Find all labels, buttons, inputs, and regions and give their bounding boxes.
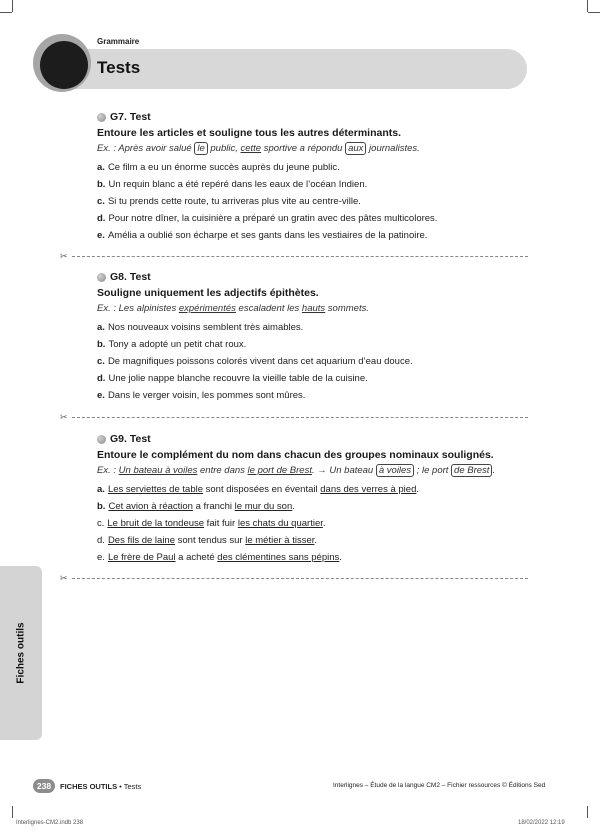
list-item xyxy=(97,515,507,532)
example-text: Ex. : Après avoir salué xyxy=(97,143,195,154)
exercise-code: G7. Test xyxy=(110,111,151,123)
item-text: . xyxy=(339,552,342,563)
side-tab xyxy=(0,566,42,740)
item-text: Nos nouveaux voisins semblent très aimables. xyxy=(107,322,304,333)
underlined-group: Des fils de laine xyxy=(107,535,175,546)
page-number: 238 xyxy=(33,779,55,793)
list-item xyxy=(97,176,507,193)
cut-line xyxy=(60,573,528,583)
underlined-group: Le frère de Paul xyxy=(107,552,176,563)
crop-mark xyxy=(588,12,600,13)
item-text: Dans le verger voisin, les pommes sont mûres. xyxy=(107,390,306,401)
item-letter: d. xyxy=(97,535,105,546)
example-circled-word: aux xyxy=(345,142,366,155)
example-text: . xyxy=(492,465,496,476)
item-text: Une jolie nappe blanche recouvre la vieille table de la cuisine. xyxy=(108,373,368,384)
item-text: fait fuir xyxy=(204,518,238,529)
underlined-group: Cet avion à réaction xyxy=(108,501,193,512)
item-text: sont tendus sur xyxy=(175,535,246,546)
underlined-group: le métier à tisser xyxy=(245,535,315,546)
exercise-instruction: Entoure le complément du nom dans chacun des groupes nominaux soulignés. xyxy=(97,449,494,461)
item-text: Pour notre dîner, la cuisinière a préparé un gratin avec des pâtes multicolores. xyxy=(108,213,438,224)
print-date: 18/02/2022 12:19 xyxy=(518,820,565,826)
footer-left xyxy=(60,782,141,791)
exercise-g9 xyxy=(97,432,507,566)
item-letter: e. xyxy=(97,552,105,563)
exercise-instruction: Entoure les articles et souligne tous les autres déterminants. xyxy=(97,127,402,139)
example-text: sportive a répondu xyxy=(261,143,346,154)
item-text: . xyxy=(416,484,420,495)
exercise-items xyxy=(97,481,507,566)
example-circled-word: le xyxy=(194,142,207,155)
exercise-g8 xyxy=(97,270,507,404)
list-item xyxy=(97,353,507,370)
item-letter: e. xyxy=(97,390,105,401)
header-circle-decoration xyxy=(40,41,88,89)
scissors-icon: ✂ xyxy=(60,573,68,583)
crop-mark xyxy=(587,806,588,818)
list-item xyxy=(97,336,507,353)
item-text: . xyxy=(314,535,318,546)
side-tab-label: Fiches outils xyxy=(15,622,27,684)
item-letter: b. xyxy=(97,501,106,512)
crop-mark xyxy=(12,0,13,12)
crop-mark xyxy=(587,0,588,12)
exercise-instruction: Souligne uniquement les adjectifs épithètes. xyxy=(97,287,319,299)
footer-section: FICHES OUTILS xyxy=(60,782,118,791)
example-text: public, xyxy=(207,143,241,154)
print-slug: Interlignes-CM2.indb 238 xyxy=(16,820,84,826)
item-letter: b. xyxy=(97,339,106,350)
item-letter: d. xyxy=(97,213,106,224)
example-text: escaladent les xyxy=(235,303,302,314)
item-text: sont disposées en éventail xyxy=(203,484,321,495)
underlined-group: les chats du quartier xyxy=(237,518,323,529)
list-item xyxy=(97,227,507,244)
cut-line xyxy=(60,412,528,422)
footer-topic: • Tests xyxy=(117,782,142,791)
list-item xyxy=(97,159,507,176)
list-item xyxy=(97,193,507,210)
item-text: Tony a adopté un petit chat roux. xyxy=(108,339,247,350)
example-text: entre dans xyxy=(197,465,248,476)
example-circled-word: de Brest xyxy=(451,464,492,477)
example-text: Ex. : Les alpinistes xyxy=(97,303,179,314)
bullet-icon xyxy=(97,435,106,444)
bullet-icon xyxy=(97,113,106,122)
list-item xyxy=(97,210,507,227)
underlined-group: Les serviettes de table xyxy=(107,484,203,495)
item-letter: d. xyxy=(97,373,106,384)
item-letter: a. xyxy=(97,484,105,495)
list-item xyxy=(97,498,507,515)
item-letter: c. xyxy=(97,356,105,367)
exercise-example xyxy=(97,301,507,316)
item-text: Si tu prends cette route, tu arriveras plus vite au centre-ville. xyxy=(107,196,361,207)
example-text: . → Un bateau xyxy=(311,465,376,476)
item-letter: a. xyxy=(97,322,105,333)
example-text: journalistes. xyxy=(366,143,420,154)
exercise-example xyxy=(97,463,507,478)
exercise-items xyxy=(97,159,507,244)
list-item xyxy=(97,549,507,566)
example-underlined-word: cette xyxy=(240,143,262,154)
footer-credits: Interlignes – Étude de la langue CM2 – Fichier ressources © Éditions Sed xyxy=(333,782,546,789)
item-text: . xyxy=(322,518,326,529)
section-label: Grammaire xyxy=(97,37,140,46)
list-item xyxy=(97,370,507,387)
example-circled-word: à voiles xyxy=(376,464,414,477)
item-letter: c. xyxy=(97,196,105,207)
example-text: sommets. xyxy=(325,303,369,314)
item-letter: b. xyxy=(97,179,106,190)
item-text: Un requin blanc a été repéré dans les eaux de l’océan Indien. xyxy=(108,179,368,190)
example-underlined-group: Un bateau à voiles xyxy=(118,465,198,476)
underlined-group: dans des verres à pied xyxy=(320,484,417,495)
underlined-group: Le bruit de la tondeuse xyxy=(107,518,205,529)
exercise-g7 xyxy=(97,110,507,244)
item-text: De magnifiques poissons colorés vivent dans cet aquarium d’eau douce. xyxy=(107,356,413,367)
crop-mark xyxy=(0,12,12,13)
item-text: . xyxy=(292,501,295,512)
bullet-icon xyxy=(97,273,106,282)
exercise-items xyxy=(97,319,507,404)
example-underlined-word: hauts xyxy=(301,303,326,314)
page-title: Tests xyxy=(97,58,141,77)
exercise-code: G8. Test xyxy=(110,271,151,283)
list-item xyxy=(97,532,507,549)
item-letter: c. xyxy=(97,518,105,529)
example-text: ; le port xyxy=(414,465,452,476)
item-text: a acheté xyxy=(175,552,218,563)
list-item xyxy=(97,481,507,498)
example-underlined-group: le port de Brest xyxy=(247,465,312,476)
list-item xyxy=(97,387,507,404)
exercise-code: G9. Test xyxy=(110,433,151,445)
list-item xyxy=(97,319,507,336)
item-letter: a. xyxy=(97,162,105,173)
exercise-example xyxy=(97,141,507,156)
item-text: a franchi xyxy=(192,501,235,512)
example-text: Ex. : xyxy=(97,465,119,476)
underlined-group: des clémentines sans pépins xyxy=(217,552,340,563)
scissors-icon: ✂ xyxy=(60,412,68,422)
item-letter: e. xyxy=(97,230,105,241)
example-underlined-word: expérimentés xyxy=(178,303,236,314)
crop-mark xyxy=(12,806,13,818)
underlined-group: le mur du son xyxy=(234,501,293,512)
scissors-icon: ✂ xyxy=(60,251,68,261)
item-text: Ce film a eu un énorme succès auprès du jeune public. xyxy=(107,162,340,173)
cut-line xyxy=(60,251,528,261)
item-text: Amélia a oublié son écharpe et ses gants dans les vestiaires de la patinoire. xyxy=(107,230,428,241)
